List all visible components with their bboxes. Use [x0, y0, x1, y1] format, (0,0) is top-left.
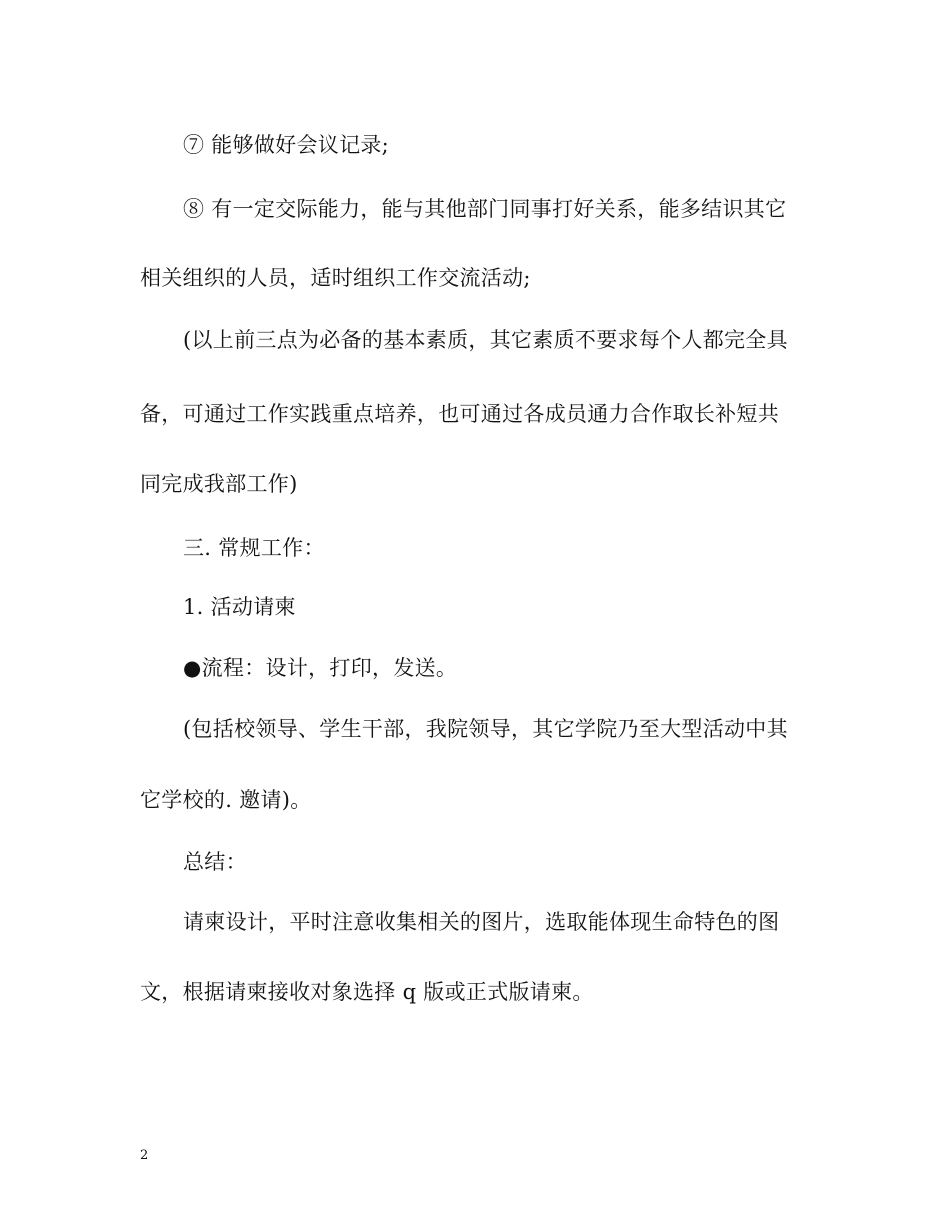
note-paragraph-line2: 备，可通过工作实践重点培养，也可通过各成员通力合作取长补短共	[140, 402, 779, 426]
summary-paragraph-line1: 请柬设计，平时注意收集相关的图片，选取能体现生命特色的图	[183, 910, 780, 934]
invitees-paragraph-line2: 它学校的. 邀请)。	[140, 788, 312, 812]
page-number: 2	[140, 1148, 149, 1163]
process-bullet: ●流程：设计，打印，发送。	[183, 656, 458, 680]
summary-heading: 总结：	[183, 850, 247, 874]
invitees-paragraph-line1: (包括校领导、学生干部，我院领导，其它学院乃至大型活动中其	[183, 717, 788, 741]
subheading-invitations: 1. 活动请柬	[183, 595, 296, 619]
section-heading-routine-work: 三. 常规工作：	[183, 536, 325, 560]
item-8-communication-line1: ⑧ 有一定交际能力，能与其他部门同事打好关系，能多结识其它	[183, 197, 787, 221]
note-paragraph-line3: 同完成我部工作)	[140, 472, 298, 496]
item-8-communication-line2: 相关组织的人员，适时组织工作交流活动;	[140, 266, 531, 290]
summary-paragraph-line2: 文，根据请柬接收对象选择 q 版或正式版请柬。	[140, 980, 594, 1004]
item-7-meeting-minutes: ⑦ 能够做好会议记录;	[183, 133, 390, 157]
note-paragraph-line1: (以上前三点为必备的基本素质，其它素质不要求每个人都完全具	[183, 328, 788, 352]
